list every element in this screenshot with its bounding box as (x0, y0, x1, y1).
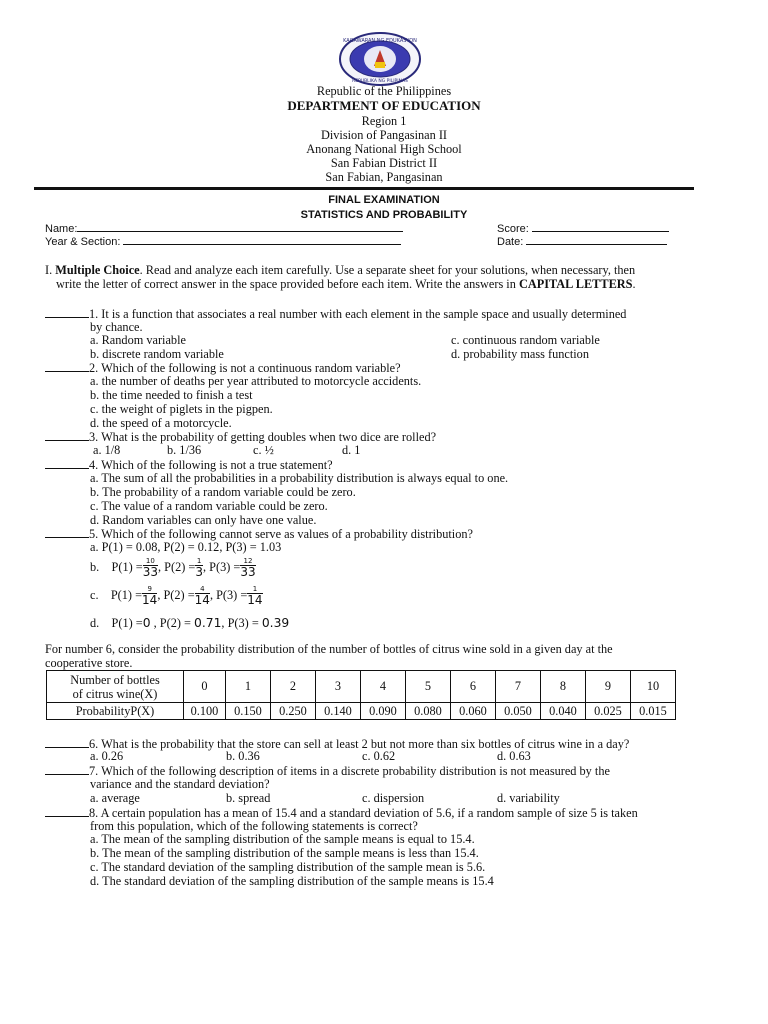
name-field[interactable] (45, 221, 403, 235)
question-2: 2. Which of the following is not a continuous random variable? (45, 360, 401, 376)
header-rule (34, 187, 694, 190)
q1-option-d: d. probability mass function (451, 347, 589, 361)
table-cell: 0.050 (496, 703, 541, 720)
fraction: $\frac{9}{14}$ (142, 585, 158, 607)
instructions-heading: Multiple Choice (55, 263, 140, 277)
q7-option-c: c. dispersion (362, 791, 425, 805)
q6-option-c: c. 0.62 (362, 749, 396, 763)
fraction: $\frac{4}{14}$ (194, 585, 210, 607)
region-line: Region 1 (361, 114, 407, 128)
date-label: Date: (497, 236, 524, 248)
q3-option-a: a. 1/8 (93, 443, 121, 457)
table-cell: 0.015 (631, 703, 676, 720)
probability-table (46, 670, 676, 720)
table-cell: 0.025 (586, 703, 631, 720)
table-header-p: ProbabilityP(X) (47, 703, 184, 720)
table-cell: 10 (631, 671, 676, 703)
q1-option-a: a. Random variable (90, 333, 186, 347)
q4-option-a: a. The sum of all the probabilities in a probability distribution is always equal to one. (90, 471, 509, 485)
score-label: Score: (497, 223, 529, 235)
division-line: Division of Pangasinan II (320, 128, 448, 142)
score-field[interactable] (497, 221, 669, 235)
q2-option-d: d. the speed of a motorcycle. (90, 416, 232, 430)
table-cell: 5 (406, 671, 451, 703)
table-row (47, 703, 676, 720)
question-1-cont: by chance. (90, 320, 143, 334)
answer-blank-8[interactable] (45, 805, 89, 817)
q7-option-a: a. average (90, 791, 140, 805)
republic-line: Republic of the Philippines (316, 84, 452, 98)
question-1: 1. It is a function that associates a real number with each element in the sample space and usually determined (45, 306, 626, 322)
q5-option-c: c. P(1) = $\frac{9}{14}$ , P(2) = $\frac{4}{14}$ , P(3) = $\frac{1}{14}$ (90, 585, 263, 607)
q8-option-d: d. The standard deviation of the sampling distribution of the sample means is 15.4 (90, 874, 494, 888)
table-row (47, 671, 676, 703)
table-cell: 6 (451, 671, 496, 703)
table-cell: 0.060 (451, 703, 496, 720)
answer-blank-5[interactable] (45, 526, 89, 538)
q5-option-a: a. P(1) = 0.08, P(2) = 0.12, P(3) = 1.03 (90, 540, 282, 554)
school-line: Anonang National High School (306, 142, 462, 156)
table-cell: 3 (316, 671, 361, 703)
table-cell: 0.250 (271, 703, 316, 720)
question-7: 7. Which of the following description of items in a discrete probability distribution is not measured by the (45, 763, 610, 779)
table-cell: 0.150 (226, 703, 271, 720)
table-cell: 0.040 (541, 703, 586, 720)
q3-option-c: c. ½ (253, 443, 274, 457)
fraction: $\frac{1}{3}$ (195, 557, 203, 579)
question-7-cont: variance and the standard deviation? (90, 777, 270, 791)
table-cell: 8 (541, 671, 586, 703)
fraction: $\frac{10}{33}$ (142, 557, 158, 579)
q2-option-a: a. the number of deaths per year attributed to motorcycle accidents. (90, 374, 422, 388)
table-cell: 0.080 (406, 703, 451, 720)
table-cell: 1 (226, 671, 271, 703)
table-cell: 9 (586, 671, 631, 703)
q5-option-d: d. P(1) =0 , P(2) = 0.71, P(3) = 0.39 (90, 616, 290, 630)
q5-option-b: b. P(1) = $\frac{10}{33}$ , P(2) = $\frac{1}{3}$ , P(3) = $\frac{12}{33}$ (90, 557, 256, 579)
section-label: Year & Section: (45, 236, 121, 248)
table-cell: 7 (496, 671, 541, 703)
answer-blank-1[interactable] (45, 306, 89, 318)
q8-option-c: c. The standard deviation of the sampling distribution of the sample mean is 5.6. (90, 860, 486, 874)
table-header-x: Number of bottles of citrus wine(X) (47, 671, 184, 703)
exam-subject: STATISTICS AND PROBABILITY (300, 209, 468, 221)
instructions-line2: write the letter of correct answer in the space provided before each item. Write the answers in CAPITAL LETTERS. (56, 277, 636, 291)
q1-option-b: b. discrete random variable (90, 347, 224, 361)
answer-blank-7[interactable] (45, 763, 89, 775)
question-8-cont: from this population, which of the following statements is correct? (90, 819, 418, 833)
table-cell: 0.100 (184, 703, 226, 720)
fraction: $\frac{12}{33}$ (240, 557, 256, 579)
question-6: 6. What is the probability that the store can sell at least 2 but not more than six bottles of citrus wine in a day? (45, 736, 629, 752)
deped-seal-logo (338, 32, 422, 86)
q3-option-b: b. 1/36 (167, 443, 202, 457)
table-cell: 0.090 (361, 703, 406, 720)
q1-option-c: c. continuous random variable (451, 333, 600, 347)
q6-option-b: b. 0.36 (226, 749, 260, 763)
question-5: 5. Which of the following cannot serve as values of a probability distribution? (45, 526, 473, 542)
town-line: San Fabian, Pangasinan (325, 170, 443, 184)
q8-option-a: a. The mean of the sampling distribution of the sample means is equal to 15.4. (90, 832, 475, 846)
q6-option-d: d. 0.63 (497, 749, 531, 763)
q7-option-d: d. variability (497, 791, 560, 805)
answer-blank-2[interactable] (45, 360, 89, 372)
table-intro-line1: For number 6, consider the probability distribution of the number of bottles of citrus wine sold in a given day at the (45, 642, 613, 656)
q3-option-d: d. 1 (342, 443, 361, 457)
table-cell: 2 (271, 671, 316, 703)
svg-text:KAGAWARAN NG EDUKASYON: KAGAWARAN NG EDUKASYON (343, 38, 417, 44)
q2-option-c: c. the weight of piglets in the pigpen. (90, 402, 273, 416)
answer-blank-3[interactable] (45, 429, 89, 441)
instructions-line1: I. Multiple Choice. Read and analyze each item carefully. Use a separate sheet for your solutions, when necessary, then (45, 263, 636, 277)
q6-option-a: a. 0.26 (90, 749, 124, 763)
svg-text:REPUBLIKA NG PILIPINAS: REPUBLIKA NG PILIPINAS (352, 79, 408, 84)
q7-option-b: b. spread (226, 791, 271, 805)
answer-blank-6[interactable] (45, 736, 89, 748)
section-field[interactable] (45, 234, 401, 248)
department-line: DEPARTMENT OF EDUCATION (287, 98, 481, 113)
exam-title: FINAL EXAMINATION (328, 194, 440, 206)
question-8: 8. A certain population has a mean of 15.4 and a standard deviation of 5.6, if a random sample of size 5 is taken (45, 805, 638, 821)
answer-blank-4[interactable] (45, 457, 89, 469)
q4-option-c: c. The value of a random variable could be zero. (90, 499, 328, 513)
district-line: San Fabian District II (330, 156, 438, 170)
question-4: 4. Which of the following is not a true statement? (45, 457, 333, 473)
table-intro-line2: cooperative store. (45, 656, 133, 670)
q4-option-b: b. The probability of a random variable could be zero. (90, 485, 356, 499)
q2-option-b: b. the time needed to finish a test (90, 388, 253, 402)
table-cell: 0 (184, 671, 226, 703)
name-label: Name: (45, 223, 78, 235)
date-field[interactable] (497, 234, 667, 248)
question-3: 3. What is the probability of getting doubles when two dice are rolled? (45, 429, 436, 445)
q4-option-d: d. Random variables can only have one value. (90, 513, 317, 527)
q8-option-b: b. The mean of the sampling distribution of the sample means is less than 15.4. (90, 846, 479, 860)
table-cell: 0.140 (316, 703, 361, 720)
fraction: $\frac{1}{14}$ (247, 585, 263, 607)
table-cell: 4 (361, 671, 406, 703)
